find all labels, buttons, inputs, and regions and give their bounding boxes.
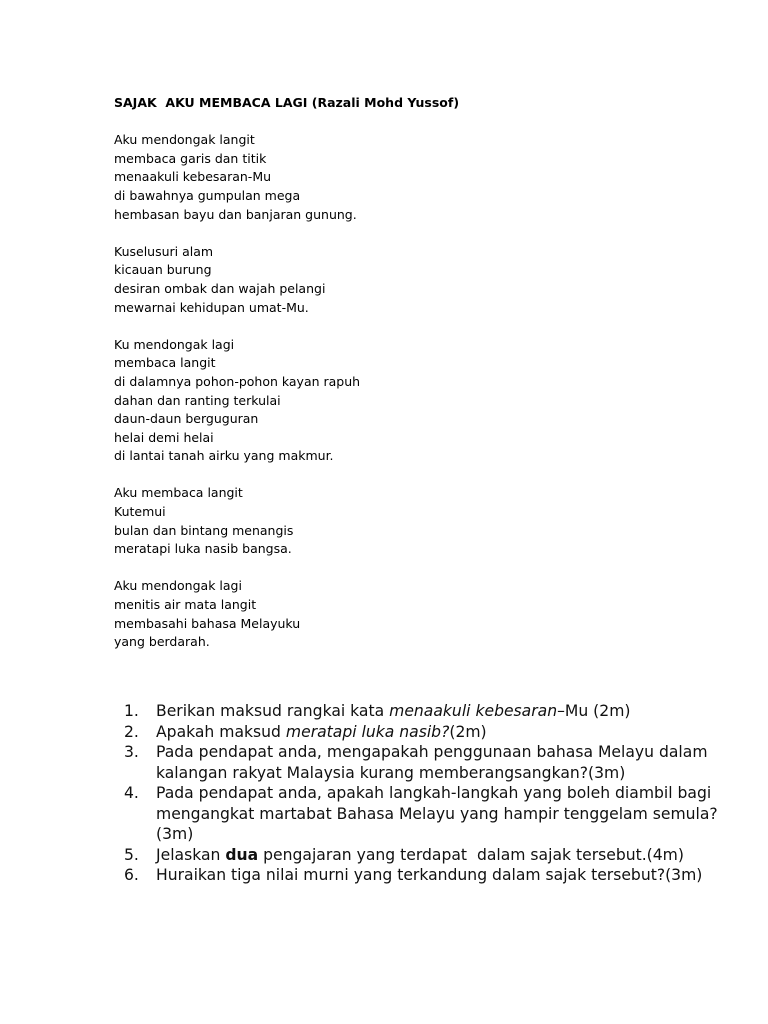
question-text-segment: Huraikan tiga nilai murni yang terkandung dalam sajak tersebut?(3m) — [156, 866, 703, 884]
poem-line: Kutemui — [114, 504, 166, 520]
poem-line: daun-daun berguguran — [114, 411, 259, 427]
poem-line: menitis air mata langit — [114, 597, 257, 613]
poem-line: Aku mendongak lagi — [114, 578, 242, 594]
poem-line: meratapi luka nasib bangsa. — [114, 541, 292, 557]
question-item — [124, 742, 724, 783]
poem-line: desiran ombak dan wajah pelangi — [114, 280, 326, 296]
question-number: 5. — [124, 845, 139, 864]
question-text — [156, 722, 724, 743]
poem-line: Kuselusuri alam — [114, 243, 214, 259]
question-text — [156, 701, 724, 722]
question-text-segment: (2m) — [449, 722, 487, 741]
question-text-segment: Apakah maksud — [156, 722, 286, 741]
question-text — [156, 742, 724, 783]
question-text-segment: –Mu (2m) — [557, 702, 631, 720]
poem-stanza — [114, 484, 674, 558]
poem-line: Aku mendongak langit — [114, 132, 255, 148]
question-text-segment: dua — [225, 845, 259, 864]
question-number: 6. — [124, 866, 139, 884]
question-item — [124, 783, 724, 845]
poem-stanza — [114, 243, 674, 317]
poem-line: kicauan burung — [114, 262, 212, 278]
question-text-segment: menaakuli kebesaran — [389, 702, 558, 720]
poem-stanza — [114, 131, 674, 224]
question-text-segment: pengajaran yang terdapat dalam sajak tersebut.(4m) — [258, 845, 684, 864]
poem-line: Ku mendongak lagi — [114, 336, 235, 352]
poem-line: menaakuli kebesaran-Mu — [114, 169, 272, 185]
question-number: 4. — [124, 784, 139, 802]
question-number: 3. — [124, 743, 139, 761]
poem-stanza — [114, 336, 674, 466]
question-number: 2. — [124, 722, 139, 741]
poem-line: membaca garis dan titik — [114, 150, 267, 166]
poem-line: yang berdarah. — [114, 634, 210, 650]
poem-line: dahan dan ranting terkulai — [114, 392, 281, 408]
question-text — [156, 845, 724, 866]
poem-stanza — [114, 577, 674, 651]
question-item — [124, 845, 724, 866]
question-list — [124, 701, 724, 886]
poem-line: mewarnai kehidupan umat-Mu. — [114, 299, 309, 315]
poem-title: SAJAK AKU MEMBACA LAGI (Razali Mohd Yussof) — [114, 95, 460, 110]
poem-stanzas — [114, 131, 674, 652]
question-text-segment: Jelaskan — [156, 845, 226, 864]
poem-line: membasahi bahasa Melayuku — [114, 615, 301, 631]
question-text-segment: Berikan maksud rangkai kata — [156, 702, 390, 720]
poem-line: Aku membaca langit — [114, 485, 243, 501]
question-item — [124, 722, 724, 743]
poem-line: di dalamnya pohon-pohon kayan rapuh — [114, 373, 361, 389]
question-number: 1. — [124, 702, 139, 720]
poem-line: helai demi helai — [114, 429, 214, 445]
question-text-segment: Pada pendapat anda, mengapakah penggunaan bahasa Melayu dalam kalangan rakyat Malaysia kurang memberangsangkan?(3m) — [156, 743, 713, 782]
poem-line: hembasan bayu dan banjaran gunung. — [114, 206, 357, 222]
question-text-segment: Pada pendapat anda, apakah langkah-langkah yang boleh diambil bagi mengangkat martabat Bahasa Melayu yang hampir tenggelam semula?(3m) — [156, 784, 718, 843]
question-item — [124, 865, 724, 886]
poem-line: di lantai tanah airku yang makmur. — [114, 448, 334, 464]
question-text-segment: meratapi luka nasib? — [285, 722, 450, 741]
question-text — [156, 865, 724, 886]
poem-section — [114, 94, 674, 670]
question-item — [124, 701, 724, 722]
poem-line: membaca langit — [114, 355, 216, 371]
poem-line: bulan dan bintang menangis — [114, 522, 294, 538]
question-text — [156, 783, 724, 845]
poem-line: di bawahnya gumpulan mega — [114, 187, 301, 203]
